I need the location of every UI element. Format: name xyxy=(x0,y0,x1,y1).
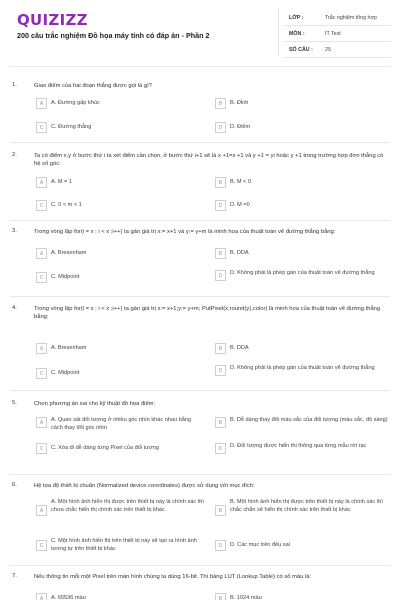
option-box[interactable]: B xyxy=(215,248,226,259)
question-text: Hệ tọa độ thiết bị chuẩn (Normalized device coordinates) được sử dụng với mục đích: xyxy=(34,483,255,489)
worksheet-title: 200 câu trắc nghiệm Đồ họa máy tính có đáp án - Phần 2 xyxy=(17,31,210,40)
option-box[interactable]: C xyxy=(36,122,47,133)
question-number: 5. xyxy=(12,400,17,406)
option-box[interactable]: D xyxy=(215,200,226,211)
option-text: D. Đối tượng được hiển thị thông qua từng mẫu rời rạc xyxy=(230,443,367,449)
option-text: B. 1024 màu xyxy=(230,595,262,600)
question-text: Nếu thông tin mỗi một Pixel trên màn hình chúng ta dùng 16-bit. Thì bảng LUT (Lookup Table) có số màu là: xyxy=(34,574,312,580)
quizizz-logo: QUIZIZZ xyxy=(17,11,88,29)
question-text: Chọn phương án sai cho kỹ thuật đồ họa điểm: xyxy=(34,401,156,407)
option-text: B. DDA xyxy=(230,345,249,351)
header-separator xyxy=(10,66,390,67)
question-separator xyxy=(10,220,390,221)
option-box[interactable]: A xyxy=(36,98,47,109)
option-box[interactable]: A xyxy=(36,177,47,188)
option-box[interactable]: B xyxy=(215,98,226,109)
question-number: 2. xyxy=(12,152,17,158)
question-number: 4. xyxy=(12,305,17,311)
question-number: 3. xyxy=(12,228,17,234)
question-separator xyxy=(10,474,390,475)
option-text: C. Midpoint xyxy=(51,370,80,376)
option-box[interactable]: B xyxy=(215,505,226,516)
option-box[interactable]: B xyxy=(215,417,226,428)
option-box[interactable]: D xyxy=(215,270,226,281)
option-box[interactable]: B xyxy=(215,343,226,354)
option-text: C. Đường thẳng xyxy=(51,124,92,130)
option-text: A. Đường gấp khúc xyxy=(51,100,100,106)
option-box[interactable]: D xyxy=(215,443,226,454)
option-box[interactable]: D xyxy=(215,365,226,376)
meta-value: 25 xyxy=(325,47,331,53)
option-text: D. Điểm xyxy=(230,124,251,130)
question-separator xyxy=(10,565,390,566)
question-text: Ta có điểm x,y ở bước thứ i ta xét điểm cần chọn, ở bước thứ i+1 sẽ là x +1=x +1 và y +1 = yi hoặc y +1 trong trường hợp đơn thẳng có hệ số góc: xyxy=(34,153,384,167)
option-box[interactable]: C xyxy=(36,200,47,211)
option-text: D. M =0 xyxy=(230,202,250,208)
option-text: C. Midpoint xyxy=(51,274,80,280)
meta-key: MÔN : xyxy=(289,31,305,37)
header xyxy=(0,0,400,62)
option-box[interactable]: A xyxy=(36,343,47,354)
meta-row-count xyxy=(283,42,391,58)
question-number: 1. xyxy=(12,82,17,88)
option-text: B. DDA xyxy=(230,250,249,256)
question-text: Trong vòng lặp for(i = x ; i < x ;i++) ta gán giá trị x:= x+1 và y:= y+m là minh họa của thuật toán vẽ đường thẳng bằng: xyxy=(34,229,336,235)
option-box[interactable]: B xyxy=(215,593,226,600)
option-text: D. Không phải là phép gán của thuật toán vẽ đường thẳng xyxy=(230,365,375,371)
question-number: 7. xyxy=(12,573,17,579)
option-text: A. Một hình ảnh hiển thị được trên thiết bị này là chính xác thì chưa chắc hiển thị chính xác trên thiết bị khác xyxy=(51,499,204,513)
option-box[interactable]: B xyxy=(215,177,226,188)
option-box[interactable]: A xyxy=(36,248,47,259)
option-text: A. 65536 màu xyxy=(51,595,86,600)
option-text: B. Dễ dàng thay đổi màu sắc của đối tượng (màu sắc, độ sáng) xyxy=(230,417,388,423)
meta-value: IT Test xyxy=(325,31,341,37)
option-box[interactable]: A xyxy=(36,505,47,516)
header-divider xyxy=(278,8,279,56)
option-box[interactable]: C xyxy=(36,368,47,379)
option-text: C. Xóa đi dễ dàng từng Pixel của đối tượng xyxy=(51,445,159,451)
option-box[interactable]: D xyxy=(215,122,226,133)
meta-key: LỚP : xyxy=(289,15,304,21)
question-separator xyxy=(10,390,390,391)
meta-table xyxy=(283,10,391,58)
option-box[interactable]: C xyxy=(36,540,47,551)
option-text: B. M < 0 xyxy=(230,179,251,185)
option-text: A. Bresenham xyxy=(51,345,87,351)
question-separator xyxy=(10,296,390,297)
option-text: B. Một hình ảnh hiển thị được trên thiết bị này là chính xác thì chắc chắn sẽ hiển thị chính xác trên thiết bị khác xyxy=(230,499,383,513)
question-text: Giao điểm của hai đoạn thẳng được gọi là gì? xyxy=(34,83,152,89)
option-text: C. 0 < m < 1 xyxy=(51,202,82,208)
question-separator xyxy=(10,142,390,143)
question-text: Trong vòng lặp for(i = x ; i < x ;i++) ta gán giá trị x:= x+1;y:= y+m; PutPixel(x,round(y),color) là minh họa của thuật toán vẽ đường thẳng bằng: xyxy=(34,306,381,320)
option-text: B. Đỉnh xyxy=(230,100,249,106)
meta-row-class xyxy=(283,10,391,26)
option-text: A. Quan sát đối tượng ở nhiều góc nhìn khác nhau bằng cách thay đổi góc nhìn xyxy=(51,417,192,431)
option-text: C. Một hình ảnh hiển thị trên thiết bị này sẽ tạo ra hình ảnh tương tự trên thiết bị khác xyxy=(51,538,197,552)
option-text: A. M = 1 xyxy=(51,179,72,185)
option-box[interactable]: A xyxy=(36,417,47,428)
question-number: 6. xyxy=(12,482,17,488)
option-box[interactable]: C xyxy=(36,272,47,283)
option-text: A. Bresenham xyxy=(51,250,87,256)
option-box[interactable]: D xyxy=(215,540,226,551)
option-text: D. Các mục trên đều sai xyxy=(230,542,291,548)
meta-row-subject xyxy=(283,26,391,42)
meta-value: Trắc nghiệm tổng hợp xyxy=(325,15,377,21)
option-box[interactable]: C xyxy=(36,443,47,454)
meta-key: SỐ CÂU : xyxy=(289,47,313,53)
option-box[interactable]: A xyxy=(36,593,47,600)
option-text: D. Không phải là phép gán của thuật toán vẽ đường thẳng xyxy=(230,270,375,276)
